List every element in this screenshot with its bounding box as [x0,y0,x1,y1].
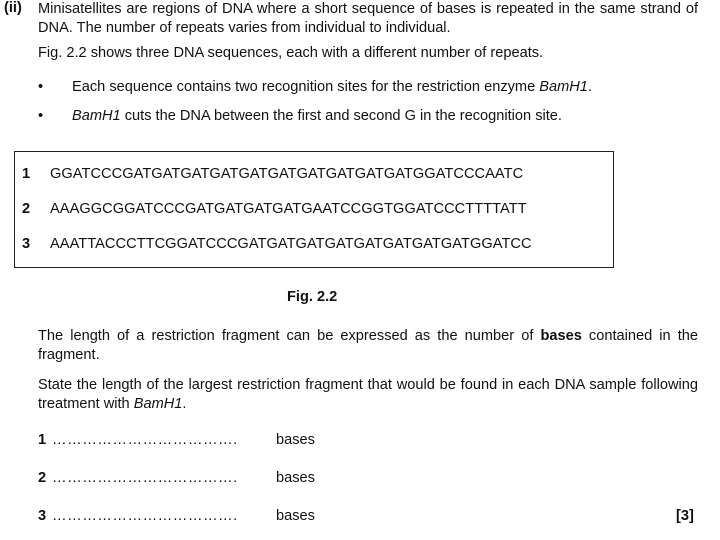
question-label: (ii) [4,0,22,16]
sequence-number: 1 [22,166,31,182]
marks-label: [3] [676,508,694,524]
sequence-number: 3 [22,236,31,252]
figure-caption: Fig. 2.2 [287,289,338,305]
intro-paragraph: Minisatellites are regions of DNA where a short sequence of bases is repeated in the same strand of DNA. The number of repeats varies from individual to individual. [38,1,698,36]
answer-line-3[interactable]: ………………………………. [52,508,238,524]
unit-label: bases [276,470,315,486]
state-paragraph: State the length of the largest restriction fragment that would be found in each DNA sample following treatment with BamH1. [38,377,698,412]
figure-intro: Fig. 2.2 shows three DNA sequences, each with a different number of repeats. [38,45,544,61]
answer-line-2[interactable]: ………………………………. [52,470,238,486]
answer-line-1[interactable]: ………………………………. [52,432,238,448]
answer-number: 1 [38,432,47,448]
dna-sequence: AAATTACCCTTCGGATCCCGATGATGATGATGATGATGATGATGGATCC [50,236,532,252]
length-paragraph: The length of a restriction fragment can be expressed as the number of bases contained in the fragment. [38,328,699,363]
bullet-1-text: Each sequence contains two recognition sites for the restriction enzyme BamH1. [72,79,592,95]
sequence-number: 2 [22,201,31,217]
bullet-2-text: BamH1 cuts the DNA between the first and second G in the recognition site. [72,108,562,124]
unit-label: bases [276,508,315,524]
unit-label: bases [276,432,315,448]
dna-sequence: AAAGGCGGATCCCGATGATGATGATGAATCCGGTGGATCCCTTTTATT [50,201,527,217]
bullet-symbol: • [38,108,44,124]
dna-sequence: GGATCCCGATGATGATGATGATGATGATGATGATGATGGATCCCAATC [50,166,524,182]
bullet-symbol: • [38,79,44,95]
answer-number: 3 [38,508,47,524]
answer-number: 2 [38,470,47,486]
